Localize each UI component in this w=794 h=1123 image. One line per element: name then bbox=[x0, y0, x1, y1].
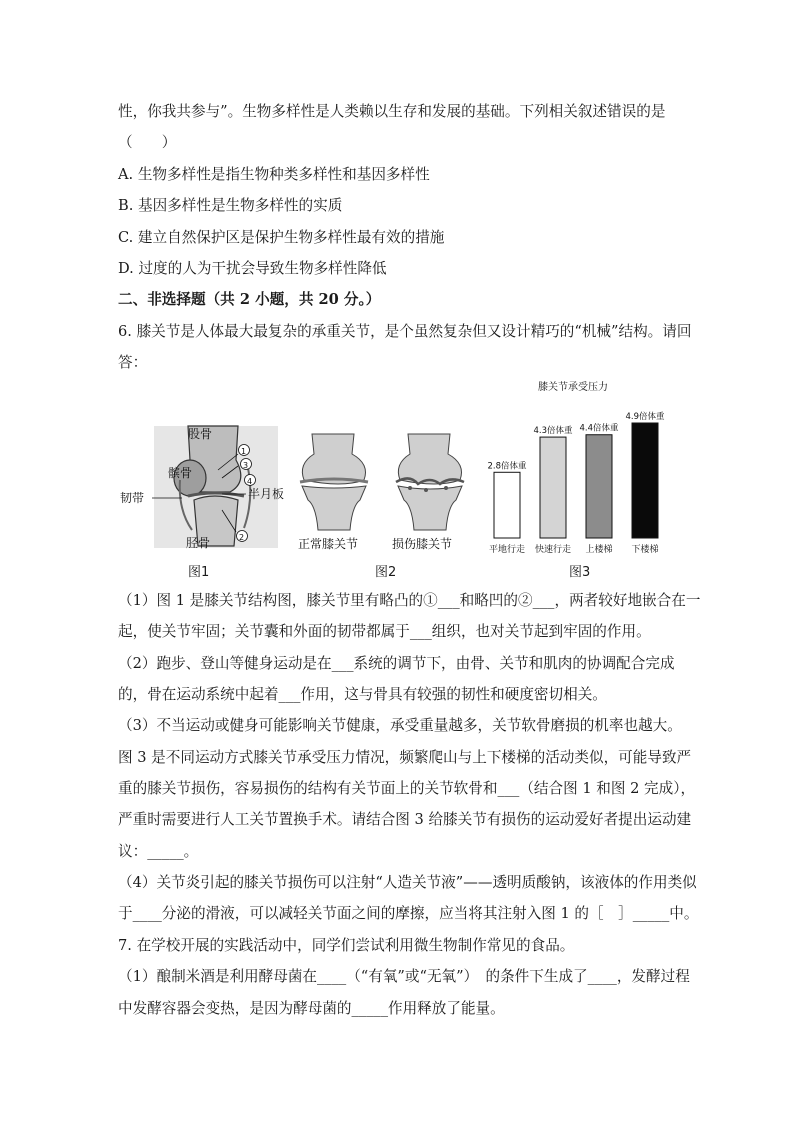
q7-sub1-line1: （1）酿制米酒是利用酵母菌在____（“有氧”或“无氧”） 的条件下生成了____，发酵过程 bbox=[118, 968, 690, 985]
q6-sub4-line1: （4）关节炎引起的膝关节损伤可以注射“人造关节液”——透明质酸钠，该液体的作用类似 bbox=[118, 874, 697, 891]
q6-sub4-line2: 于____分泌的滑液，可以减轻关节面之间的摩擦，应当将其注射入图 1 的［ ］_____中。 bbox=[118, 905, 699, 922]
q6-sub2-line1: （2）跑步、登山等健身运动是在___系统的调节下，由骨、关节和肌肉的协调配合完成 bbox=[118, 655, 675, 672]
fig2-normal-label: 正常膝关节 bbox=[298, 537, 359, 551]
q5-option-c: C. 建立自然保护区是保护生物多样性最有效的措施 bbox=[118, 229, 445, 246]
q5-option-b: B. 基因多样性是生物多样性的实质 bbox=[118, 197, 343, 214]
category-label-2: 上楼梯 bbox=[585, 545, 613, 555]
normal-knee-illustration bbox=[300, 434, 368, 530]
bar-2 bbox=[586, 435, 612, 538]
category-label-3: 下楼梯 bbox=[631, 545, 659, 555]
q6-sub3-line4: 严重时需要进行人工关节置换手术。请结合图 3 给膝关节有损伤的运动爱好者提出运动建 bbox=[118, 811, 692, 828]
category-label-1: 快速行走 bbox=[534, 545, 572, 555]
bar-value-label-2: 4.4倍体重 bbox=[579, 423, 619, 434]
q7-stem: 7. 在学校开展的实践活动中，同学们尝试利用微生物制作常见的食品。 bbox=[118, 937, 575, 954]
damaged-knee-illustration bbox=[396, 434, 464, 530]
label-circle-4: 4 bbox=[247, 477, 253, 486]
label-circle-1: 1 bbox=[241, 447, 247, 456]
q6-sub1-line2: 起，使关节牢固；关节囊和外面的韧带都属于___组织，也对关节起到牢固的作用。 bbox=[118, 623, 651, 640]
section-heading: 二、非选择题（共 2 小题，共 20 分。） bbox=[118, 291, 381, 308]
figure-3-bar-chart bbox=[478, 378, 678, 558]
figure-2-caption: 图2 bbox=[375, 565, 397, 580]
label-circle-2: 2 bbox=[239, 533, 245, 542]
label-ligament: 韧带 bbox=[120, 491, 145, 505]
figure-2-knee-comparison bbox=[290, 430, 470, 556]
fig2-damaged-label: 损伤膝关节 bbox=[392, 537, 453, 551]
figure-3-caption: 图3 bbox=[569, 565, 591, 580]
q7-sub1-line2: 中发酵容器会变热，是因为酵母菌的_____作用释放了能量。 bbox=[118, 1000, 505, 1017]
label-circle-3: 3 bbox=[243, 461, 249, 470]
bar-0 bbox=[494, 472, 520, 538]
q6-sub2-line2: 的，骨在运动系统中起着___作用，这与骨具有较强的韧性和硬度密切相关。 bbox=[118, 686, 607, 703]
q6-sub1-line1: （1）图 1 是膝关节结构图，膝关节里有略凸的①___和略凹的②___，两者较好地嵌合在一 bbox=[118, 592, 701, 609]
label-tibia: 胫骨 bbox=[186, 536, 211, 550]
bar-value-label-0: 2.8倍体重 bbox=[487, 461, 527, 472]
bar-1 bbox=[540, 437, 566, 538]
bar-3 bbox=[632, 423, 658, 538]
label-meniscus: 半月板 bbox=[248, 487, 285, 501]
q5-stem: 性，你我共参与”。生物多样性是人类赖以生存和发展的基础。下列相关叙述错误的是 bbox=[118, 103, 666, 120]
q6-sub3-line5: 议：_____。 bbox=[118, 843, 199, 860]
q6-stem-1: 6. 膝关节是人体最大最复杂的承重关节，是个虽然复杂但又设计精巧的“机械”结构。请回 bbox=[118, 323, 692, 340]
label-femur: 股骨 bbox=[188, 427, 213, 441]
category-label-0: 平地行走 bbox=[488, 545, 526, 555]
chart-title: 膝关节承受压力 bbox=[538, 382, 608, 393]
q5-option-d: D. 过度的人为干扰会导致生物多样性降低 bbox=[118, 260, 387, 277]
q6-sub3-line3: 重的膝关节损伤，容易损伤的结构有关节面上的关节软骨和___（结合图 1 和图 2 完成）， bbox=[118, 780, 696, 797]
q6-sub3-line1: （3）不当运动或健身可能影响关节健康，承受重量越多，关节软骨磨损的机率也越大。 bbox=[118, 717, 682, 734]
q5-option-a: A. 生物多样性是指生物种类多样性和基因多样性 bbox=[118, 166, 430, 183]
bar-value-label-3: 4.9倍体重 bbox=[625, 412, 665, 422]
figure-1-knee-structure bbox=[118, 420, 296, 552]
q5-answer-paren: （ ） bbox=[118, 134, 177, 151]
q6-sub3-line2: 图 3 是不同运动方式膝关节承受压力情况，频繁爬山与上下楼梯的活动类似，可能导致严 bbox=[118, 749, 692, 766]
figure-1-caption: 图1 bbox=[188, 565, 210, 580]
q6-stem-2: 答： bbox=[118, 354, 148, 371]
label-patella: 髌骨 bbox=[168, 466, 193, 480]
bar-value-label-1: 4.3倍体重 bbox=[533, 426, 573, 437]
